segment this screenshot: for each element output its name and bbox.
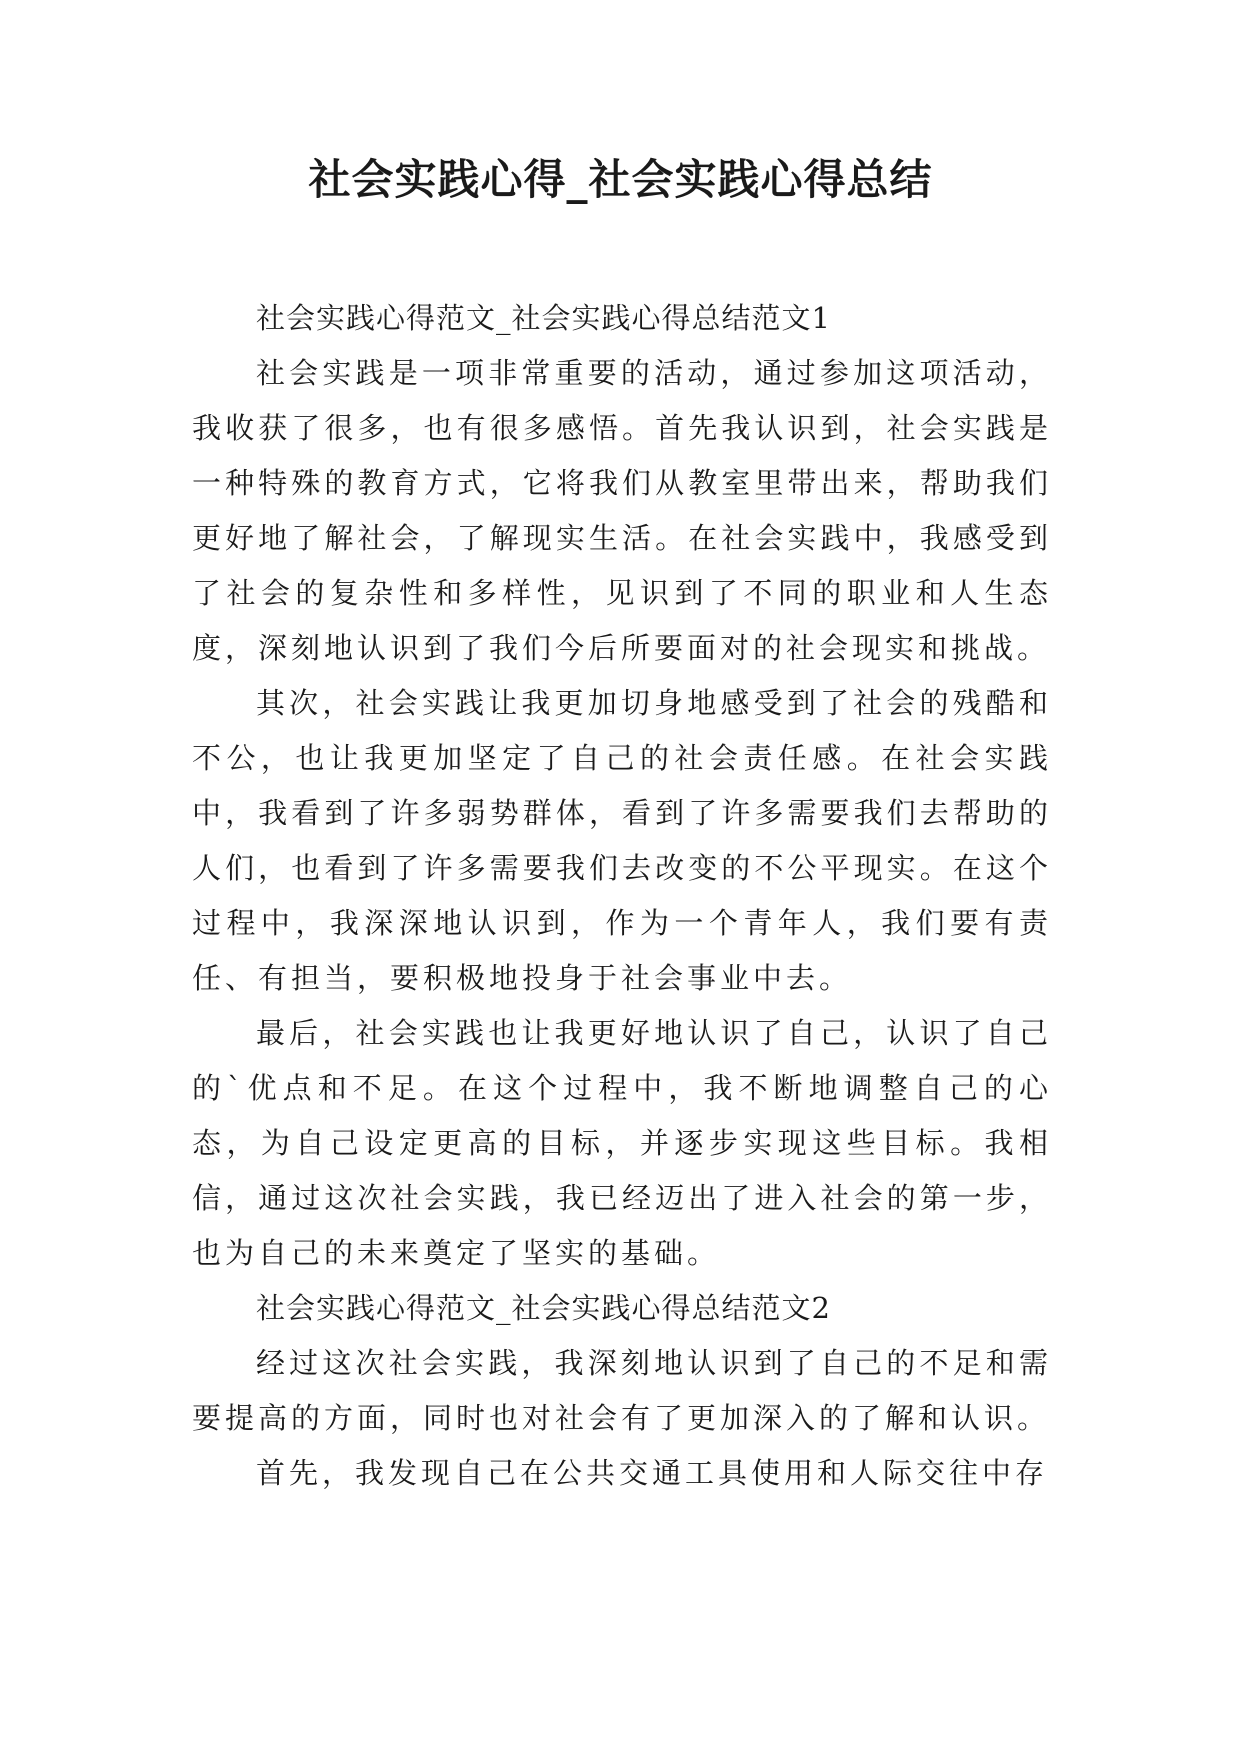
paragraph-1: 社会实践是一项非常重要的活动，通过参加这项活动，我收获了很多，也有很多感悟。首先我认识到，社会实践是一种特殊的教育方式，它将我们从教室里带出来，帮助我们更好地了解社会，了解现实生活。在社会实践中，我感受到了社会的复杂性和多样性，见识到了不同的职业和人生态度，深刻地认识到了我们今后所要面对的社会现实和挑战。 bbox=[192, 356, 1052, 665]
document-title: 社会实践心得_社会实践心得总结 bbox=[308, 155, 933, 204]
paragraph-5: 首先，我发现自己在公共交通工具使用和人际交往中存 bbox=[256, 1456, 1049, 1490]
document-body bbox=[192, 291, 1052, 1501]
paragraph-4: 经过这次社会实践，我深刻地认识到了自己的不足和需要提高的方面，同时也对社会有了更加深入的了解和认识。 bbox=[192, 1346, 1052, 1435]
paragraph-2: 其次，社会实践让我更加切身地感受到了社会的残酷和不公，也让我更加坚定了自己的社会责任感。在社会实践中，我看到了许多弱势群体，看到了许多需要我们去帮助的人们，也看到了许多需要我们去改变的不公平现实。在这个过程中，我深深地认识到，作为一个青年人，我们要有责任、有担当，要积极地投身于社会事业中去。 bbox=[192, 686, 1052, 995]
section-heading-1: 社会实践心得范文_社会实践心得总结范文1 bbox=[256, 301, 831, 335]
paragraph-3: 最后，社会实践也让我更好地认识了自己，认识了自己的`优点和不足。在这个过程中，我不断地调整自己的心态，为自己设定更高的目标，并逐步实现这些目标。我相信，通过这次社会实践，我已经迈出了进入社会的第一步，也为自己的未来奠定了坚实的基础。 bbox=[192, 1016, 1052, 1270]
section-heading-2: 社会实践心得范文_社会实践心得总结范文2 bbox=[256, 1291, 831, 1325]
